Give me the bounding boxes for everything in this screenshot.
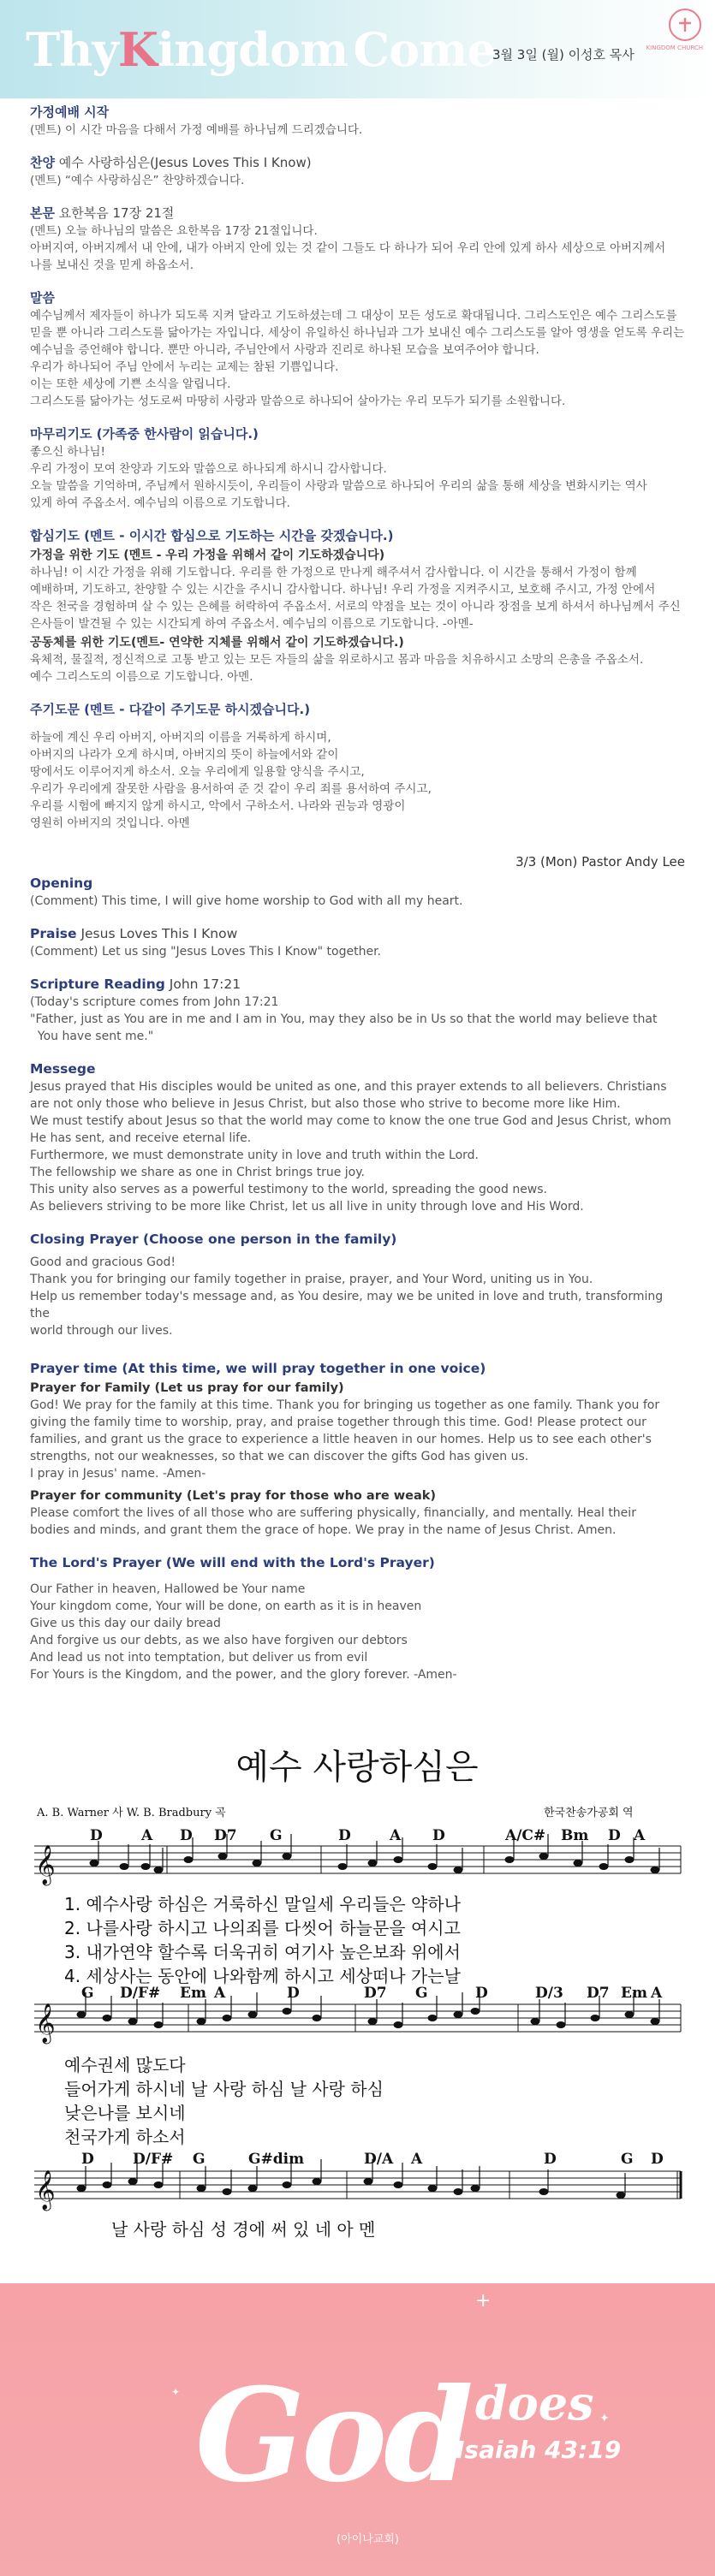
note-head: [617, 2192, 626, 2199]
footer-isaiah-ref: Isaiah 43:19: [456, 2436, 622, 2464]
note-head: [197, 2185, 206, 2192]
chord-symbol: D: [81, 2151, 94, 2168]
note-head: [428, 2015, 438, 2021]
footer-banner: [0, 2283, 715, 2576]
korean-section: [0, 104, 715, 832]
note-head: [283, 1853, 292, 1860]
en-community-prayer-line: Please comfort the lives of all those who are suffering physically, financially, and mentally. Heal their: [30, 1506, 636, 1520]
note-head: [454, 2188, 463, 2195]
chord-symbol: G: [270, 1827, 283, 1844]
ko-message-line: 예수님을 증언해야 합니다. 뿐만 아니라, 주님안에서 사랑과 진리로 하나된 모습을 보여주어야 합니다.: [30, 343, 539, 357]
ko-opening-text: (멘트) 이 시간 마음을 다해서 가정 예배를 하나님께 드리겠습니다.: [30, 123, 363, 137]
ko-lords-prayer: [30, 701, 685, 832]
ko-community-prayer-line: 육체적, 물질적, 정신적으로 고통 받고 있는 모든 자들의 삶을 위로하시고 몸과 마음을 치유하시고 소망의 은총을 주옵소서.: [30, 653, 644, 667]
ko-closing-line: 있게 하여 주옵소서. 예수님의 이름으로 기도합니다.: [30, 496, 290, 510]
brand-word-ingdom: ingdom: [157, 22, 349, 77]
ko-community-prayer-line: 예수 그리스도의 이름으로 기도합니다. 아멘.: [30, 670, 253, 684]
brand-title: [26, 22, 496, 77]
en-message-line: Jesus prayed that His disciples would be united as one, and this prayer extends to all believers. Christians: [30, 1080, 667, 1094]
staff-3: [34, 2171, 681, 2199]
note-head: [154, 2021, 164, 2028]
note-head: [428, 2185, 438, 2192]
ko-scripture-line: (멘트) 오늘 하나님의 말씀은 요한복음 17장 21절입니다.: [30, 224, 318, 238]
en-lords-prayer-line: And lead us not into temptation, but deliver us from evil: [30, 1651, 368, 1665]
chord-symbol: D: [338, 1827, 351, 1844]
verse-3-line-a: 3. 내가연약 할수록 더욱귀히 여기사 높은보좌 위에서: [64, 1942, 461, 1962]
footer-does-text: does: [475, 2376, 594, 2431]
chord-symbol: D: [544, 2151, 557, 2168]
note-head: [625, 1856, 635, 1863]
chord-symbol: A: [390, 1827, 402, 1844]
en-closing-prayer: [30, 1231, 685, 1339]
ko-scripture-line: 아버지여, 아버지께서 내 안에, 내가 아버지 안에 있는 것 같이 그들도 다 하나가 되어 우리 안에 있게 하사 세상으로 아버지께서: [30, 241, 666, 255]
note-head: [283, 2008, 292, 2015]
ko-lords-prayer-line: 아버지의 나라가 오게 하시며, 아버지의 뜻이 하늘에서와 같이: [30, 748, 339, 762]
en-family-prayer-line: families, and grant us the grace to experience a little heaven in our homes. Help us to see each other's: [30, 1433, 652, 1446]
ko-family-prayer-line: 은사들이 발견될 수 있는 시간되게 하여 주옵소서. 예수님의 이름으로 기도합니다. -아멘-: [30, 617, 474, 631]
en-message-title: Messege: [30, 1061, 96, 1077]
chord-symbol: D: [475, 1985, 488, 2002]
chord-symbol: D: [90, 1827, 103, 1844]
refrain-line: 날 사랑 하심 성 경에 써 있 네 아 멘: [111, 2219, 376, 2240]
en-scripture-title: Scripture Reading: [30, 976, 165, 992]
note-head: [223, 2188, 232, 2195]
chord-symbol: D/A: [364, 2151, 394, 2168]
note-head: [574, 1860, 583, 1867]
english-section: [0, 854, 715, 1683]
en-lords-prayer: [30, 1554, 685, 1683]
en-scripture-ref: John 17:21: [164, 976, 241, 992]
verse-4-line-a: 4. 세상사는 동안에 나와함께 하시고 세상떠나 가는날: [64, 1966, 461, 1986]
treble-clef-icon: 𝄞: [35, 1845, 56, 1885]
note-head: [539, 1853, 549, 1860]
staff-1: [34, 1846, 681, 1873]
ko-praise-song: 예수 사랑하심은(Jesus Loves This I Know): [54, 155, 312, 170]
hymn-title: 예수 사랑하심은: [235, 1748, 479, 1787]
verse-2-line-b: 들어가게 하시네 날 사랑 하심 날 사랑 하심: [64, 2079, 384, 2099]
note-head: [77, 2185, 86, 2192]
chord-symbol: A: [141, 1827, 153, 1844]
note-head: [471, 2185, 480, 2192]
chord-symbol: D: [287, 1985, 300, 2002]
en-scripture-line: (Today's scripture comes from John 17:21: [30, 995, 279, 1009]
chord-symbol: A: [214, 1985, 226, 2002]
note-head: [90, 1860, 99, 1867]
ko-message-title: 말씀: [30, 290, 55, 306]
brand-word-thy: Thy: [26, 22, 118, 77]
chord-symbol: Bm: [561, 1827, 589, 1844]
en-lords-prayer-line: For Yours is the Kingdom, and the power, and the glory forever. -Amen-: [30, 1668, 457, 1682]
verse-3-line-b: 낮은나를 보시네: [64, 2103, 186, 2123]
en-closing-line: world through our lives.: [30, 1324, 173, 1338]
verse-1-line-a: 1. 예수사랑 하심은 거룩하신 말일세 우리들은 약하나: [64, 1894, 461, 1914]
note-head: [283, 2181, 292, 2188]
ko-scripture-title: 본문: [30, 205, 55, 221]
treble-clef-icon: 𝄞: [35, 2003, 56, 2043]
ko-scripture: [30, 205, 685, 274]
note-head: [368, 1860, 378, 1867]
note-head: [394, 2181, 403, 2188]
en-opening-text: (Comment) This time, I will give home worship to God with all my heart.: [30, 894, 463, 908]
ko-family-prayer-line: 하나님! 이 시간 가정을 위해 기도합니다. 우리를 한 가정으로 만나게 해주셔서 감사합니다. 이 시간을 통해서 가정이 함께: [30, 566, 637, 579]
note-head: [625, 2011, 635, 2018]
note-head: [531, 2018, 540, 2025]
en-family-prayer-title: Prayer for Family (Let us pray for our family): [30, 1381, 344, 1395]
ko-message-line: 그리스도를 닮아가는 성도로써 마땅히 사랑과 말씀으로 하나되어 살아가는 우리 모두가 되기를 소원합니다.: [30, 395, 566, 408]
ko-praise-heading: [30, 154, 685, 172]
en-message-line: are not only those who believe in Jesus Christ, but also those who strive to become more like Him.: [30, 1097, 621, 1111]
hymn-translator: 한국찬송가공회 역: [544, 1807, 634, 1819]
note-head: [141, 1863, 151, 1870]
verse-1-line-b: 예수권세 많도다: [64, 2055, 186, 2075]
treble-clef-icon: 𝄞: [35, 2170, 56, 2210]
note-head: [77, 2011, 86, 2018]
chord-symbol: G: [193, 2151, 206, 2168]
chord-row-1: [90, 1827, 646, 1844]
en-lords-prayer-title: The Lord's Prayer (We will end with the Lord's Prayer): [30, 1555, 435, 1570]
chord-symbol: A: [651, 1985, 663, 2002]
ko-family-prayer-line: 예배하며, 기도하고, 찬양할 수 있는 시간을 주시니 감사합니다. 하나님! 우리 가정을 지켜주시고, 보호해 주시고, 가정 안에서: [30, 583, 656, 597]
note-head: [154, 1867, 164, 1873]
note-head: [128, 2018, 138, 2025]
sparkle-icon: +: [475, 2290, 492, 2312]
ko-closing-prayer: [30, 425, 685, 512]
ko-message: [30, 289, 685, 410]
note-head: [599, 1863, 609, 1870]
chord-symbol: G#dim: [248, 2151, 305, 2168]
en-lords-prayer-line: Your kingdom come, Your will be done, on earth as it is in heaven: [30, 1600, 422, 1613]
chord-symbol: D/3: [535, 1985, 563, 2002]
ko-message-line: 우리가 하나되어 주님 안에서 누리는 교제는 참된 기쁨입니다.: [30, 360, 339, 374]
ko-prayer-title: 합심기도 (멘트 - 이시간 합심으로 기도하는 시간을 갖겠습니다.): [30, 528, 394, 543]
verse-2-line-a: 2. 나를사랑 하시고 나의죄를 다씻어 하늘문을 여시고: [64, 1918, 461, 1938]
en-lords-prayer-line: And forgive us our debts, as we also have forgiven our debtors: [30, 1634, 408, 1647]
ko-scripture-line: 나를 보내신 것을 믿게 하옵소서.: [30, 258, 194, 272]
note-head: [454, 2011, 463, 2018]
chord-symbol: D/F#: [120, 1985, 161, 2002]
chord-symbol: Em: [180, 1985, 206, 2002]
en-pastor-date: 3/3 (Mon) Pastor Andy Lee: [515, 854, 685, 870]
ko-community-prayer-title: 공동체를 위한 기도(멘트- 연약한 지체를 위해서 같이 기도하겠습니다.): [30, 636, 404, 650]
en-family-prayer-line: God! We pray for the family at this time. Thank you for bringing us together as one family. Thank you for: [30, 1398, 660, 1412]
chord-symbol: D: [651, 2151, 664, 2168]
en-message-line: Furthermore, we must demonstrate unity in love and truth within the Lord.: [30, 1149, 479, 1162]
ko-lords-prayer-line: 영원히 아버지의 것입니다. 아멘: [30, 816, 190, 830]
note-head: [253, 1860, 262, 1867]
ko-praise-title: 찬양: [30, 155, 55, 170]
ko-opening: [30, 104, 685, 139]
brand-word-come: Come: [353, 22, 496, 77]
header-banner: [0, 0, 715, 98]
ko-message-line: 이는 또한 세상에 기쁜 소식을 알립니다.: [30, 377, 231, 391]
ko-lords-prayer-line: 우리가 우리에게 잘못한 사람을 용서하여 준 것 같이 우리 죄를 용서하여 주시고,: [30, 782, 432, 796]
chord-symbol: G: [81, 1985, 94, 2002]
en-scripture: [30, 976, 685, 1045]
chord-row-2: [81, 1985, 663, 2002]
en-praise-heading: [30, 925, 685, 943]
en-message-line: He has sent, and receive eternal life.: [30, 1131, 252, 1145]
note-head: [338, 1863, 348, 1870]
note-head: [103, 2015, 112, 2021]
en-family-prayer-line: giving the family time to worship, pray, and praise together through this time. God! Please protect our: [30, 1416, 646, 1429]
note-head: [428, 1863, 438, 1870]
ko-lords-prayer-line: 우리를 시험에 빠지지 않게 하시고, 악에서 구하소서. 나라와 권능과 영광이: [30, 799, 406, 813]
ko-lords-prayer-line: 하늘에 계신 우리 아버지, 아버지의 이름을 거룩하게 하시며,: [30, 731, 331, 745]
note-head: [223, 2015, 232, 2021]
en-opening-title: Opening: [30, 875, 93, 891]
en-praise-text: (Comment) Let us sing "Jesus Loves This I Know" together.: [30, 945, 381, 959]
note-head: [591, 2015, 600, 2021]
ko-closing-line: 좋으신 하나님!: [30, 445, 105, 459]
chord-symbol: D: [608, 1827, 621, 1844]
hymn-score-svg: [30, 1730, 685, 2254]
ko-message-line: 예수님께서 제자들이 하나가 되도록 지켜 달라고 기도하셨는데 그 대상이 모든 성도로 확대됩니다. 그리스도인은 예수 그리스도를: [30, 309, 677, 323]
ko-lords-prayer-title: 주기도문 (멘트 - 다같이 주기도문 하시겠습니다.): [30, 702, 311, 717]
ko-family-prayer-line: 작은 천국을 경험하며 살 수 있는 은혜를 허락하여 주옵소서. 서로의 약점을 보는 것이 아니라 장점을 보게 하셔서 하나님께서 주신: [30, 600, 681, 614]
chord-symbol: D7: [214, 1827, 237, 1844]
hymn-score: [30, 1730, 685, 2254]
en-closing-title: Closing Prayer (Choose one person in the family): [30, 1232, 397, 1247]
note-head: [651, 2018, 660, 2025]
chord-symbol: Em: [621, 1985, 647, 2002]
en-scripture-line: You have sent me.": [30, 1030, 154, 1043]
en-message: [30, 1060, 685, 1215]
ko-scripture-heading: [30, 205, 685, 223]
en-praise: [30, 925, 685, 960]
chord-symbol: G: [415, 1985, 428, 2002]
ko-opening-title: 가정예배 시작: [30, 104, 110, 120]
en-opening: [30, 875, 685, 910]
note-head: [128, 2178, 138, 2185]
note-head: [120, 1863, 129, 1870]
ko-closing-line: 우리 가정이 모여 찬양과 기도와 말씀으로 하나되게 하시니 감사합니다.: [30, 462, 387, 476]
ko-prayer-time: [30, 527, 685, 686]
ko-closing-line: 오늘 말씀을 기억하며, 주님께서 원하시듯이, 우리들이 사랑과 말씀으로 하나되어 우리의 삶을 통해 세상을 변화시키는 역사: [30, 479, 647, 493]
note-head: [368, 2018, 378, 2025]
note-head: [154, 2181, 164, 2188]
note-head: [313, 2178, 322, 2185]
ko-praise-text: (멘트) “예수 사랑하심은” 찬양하겠습니다.: [30, 174, 245, 187]
sparkle-icon: ✦: [171, 2386, 181, 2398]
note-head: [218, 1853, 228, 1860]
en-message-line: The fellowship we share as one in Christ brings true joy.: [30, 1166, 365, 1179]
en-prayer-title: Prayer time (At this time, we will pray together in one voice): [30, 1361, 486, 1376]
chord-symbol: D7: [587, 1985, 610, 2002]
note-head: [505, 1856, 515, 1863]
note-head: [248, 2011, 258, 2018]
en-family-prayer-line: strengths, not our weaknesses, so that we can discover the gifts God has given us.: [30, 1450, 529, 1463]
chord-symbol: D: [432, 1827, 445, 1844]
chord-symbol: A: [411, 2151, 423, 2168]
note-head: [454, 1867, 463, 1873]
chord-symbol: D: [180, 1827, 193, 1844]
note-head: [539, 2188, 549, 2195]
en-message-line: We must testify about Jesus so that the world may come to know the one true God and Jesus Christ, whom: [30, 1114, 671, 1128]
en-praise-title: Praise: [30, 926, 77, 941]
note-head: [197, 2018, 206, 2025]
note-head: [364, 2178, 373, 2185]
footer-god-text: God: [195, 2360, 471, 2511]
hymn-composer: A. B. Warner 사 W. B. Bradbury 곡: [37, 1807, 226, 1819]
sparkle-icon: ✦: [599, 2412, 610, 2425]
logo-caption: KINGDOM CHURCH: [646, 45, 703, 51]
en-scripture-line: "Father, just as You are in me and I am in You, may they also be in Us so that the world may believe that: [30, 1012, 658, 1026]
footer-church-name: (아이나교회): [337, 2533, 399, 2546]
ko-scripture-ref: 요한복음 17장 21절: [54, 205, 175, 221]
brand-letter-k: K: [117, 22, 158, 77]
ko-family-prayer-title: 가정을 위한 기도 (멘트 - 우리 가정을 위해서 같이 기도하겠습니다): [30, 549, 385, 562]
verse-4-line-b: 천국가게 하소서: [64, 2127, 186, 2147]
chord-symbol: D/F#: [133, 2151, 174, 2168]
chord-symbol: G: [621, 2151, 634, 2168]
en-message-line: This unity also serves as a powerful testimony to the world, spreading the good news.: [30, 1183, 548, 1196]
en-community-prayer-title: Prayer for community (Let's pray for those who are weak): [30, 1489, 437, 1503]
en-closing-line: Thank you for bringing our family together in praise, prayer, and Your Word, uniting us in You.: [30, 1273, 593, 1286]
note-head: [557, 2021, 566, 2028]
en-prayer-time: [30, 1360, 685, 1539]
note-head: [184, 1856, 194, 1863]
note-head: [651, 1867, 660, 1873]
note-head: [103, 2181, 112, 2188]
church-logo-icon: [669, 9, 701, 41]
en-community-prayer-line: bodies and minds, and grant them the grace of hope. We pray in the name of Jesus Christ. Amen.: [30, 1523, 617, 1537]
en-scripture-heading: [30, 976, 685, 994]
note-head: [394, 2021, 403, 2028]
en-lords-prayer-line: Our Father in heaven, Hallowed be Your name: [30, 1582, 306, 1596]
date-pastor: 3월 3일 (월) 이성호 목사: [492, 47, 635, 62]
chord-symbol: A/C#: [505, 1827, 546, 1844]
ko-message-line: 믿을 뿐 아니라 그리스도를 닮아가는 자입니다. 세상이 유일하신 하나님과 그가 보내신 예수 그리스도를 알아 영생을 얻도록 우리는: [30, 326, 685, 340]
en-closing-line: Good and gracious God!: [30, 1255, 176, 1269]
en-message-line: As believers striving to be more like Christ, let us all live in unity through love and His Word.: [30, 1200, 584, 1214]
chord-symbol: D7: [364, 1985, 387, 2002]
note-head: [471, 2008, 480, 2015]
en-family-prayer-line: I pray in Jesus' name. -Amen-: [30, 1467, 206, 1481]
en-lords-prayer-line: Give us this day our daily bread: [30, 1617, 221, 1630]
staff-2: [34, 2004, 681, 2032]
note-head: [394, 1856, 403, 1863]
en-praise-song: Jesus Loves This I Know: [76, 926, 238, 941]
note-head: [313, 2015, 322, 2021]
ko-lords-prayer-line: 땅에서도 이루어지게 하소서. 오늘 우리에게 일용할 양식을 주시고,: [30, 765, 365, 779]
en-closing-line: Help us remember today's message and, as You desire, may we be united in love and truth, transforming the: [30, 1290, 664, 1321]
ko-praise: [30, 154, 685, 189]
note-head: [248, 2185, 258, 2192]
ko-closing-title: 마무리기도 (가족중 한사람이 읽습니다.): [30, 426, 259, 442]
chord-symbol: A: [634, 1827, 646, 1844]
